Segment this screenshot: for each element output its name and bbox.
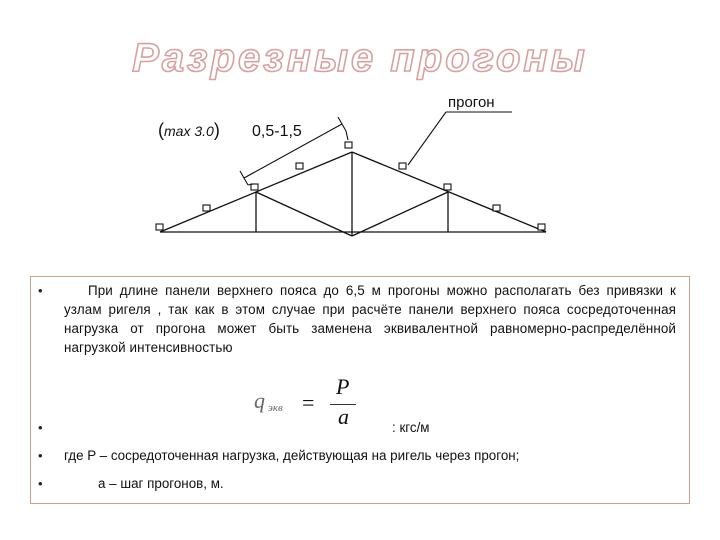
bullet: • bbox=[38, 448, 43, 463]
diagonal-left bbox=[256, 192, 352, 236]
top-chord-right bbox=[352, 152, 546, 232]
purlin bbox=[444, 184, 451, 190]
diagonal-right bbox=[352, 192, 448, 236]
formula-lhs-subscript: экв bbox=[268, 402, 283, 414]
definition-p: где P – сосредоточенная нагрузка, действующая на ригель через прогон; bbox=[64, 448, 520, 463]
bullet: • bbox=[38, 476, 43, 491]
formula-numerator: P bbox=[336, 374, 350, 399]
slide-title: Разрезные прогоны bbox=[132, 36, 588, 80]
definition-a: a – шаг прогонов, м. bbox=[98, 476, 224, 491]
bullet: • bbox=[38, 283, 43, 298]
formula-denominator: a bbox=[338, 404, 349, 429]
label-range: 0,5-1,5 bbox=[252, 123, 302, 140]
dimension-tick bbox=[240, 171, 248, 185]
unit-text: : кгс/м bbox=[392, 420, 430, 435]
purlin bbox=[203, 205, 210, 211]
label-max: (max 3.0) bbox=[158, 120, 220, 140]
dimension-extension bbox=[346, 131, 348, 140]
purlin bbox=[251, 184, 258, 190]
purlin-leader bbox=[408, 112, 446, 165]
purlin bbox=[399, 163, 406, 169]
label-purlin: прогон bbox=[448, 94, 495, 111]
purlin bbox=[296, 163, 303, 169]
formula-lhs: q bbox=[254, 388, 265, 413]
bullet: • bbox=[38, 420, 43, 435]
purlin bbox=[156, 224, 163, 230]
formula-equals: = bbox=[302, 390, 315, 415]
purlin bbox=[493, 205, 500, 211]
purlin bbox=[538, 224, 545, 230]
formula bbox=[248, 374, 368, 434]
purlin bbox=[345, 142, 352, 148]
dimension-tick bbox=[338, 117, 346, 131]
paragraph-text: При длине панели верхнего пояса до 6,5 м прогоны можно располагать без привязки к узлам ригеля , так как в этом случае при расчёте панели верхнего пояса сосредоточенная нагрузка от прогона может быть заменена эквивалентной равномерно-распределённой нагрузкой интенсивностью bbox=[64, 283, 676, 355]
